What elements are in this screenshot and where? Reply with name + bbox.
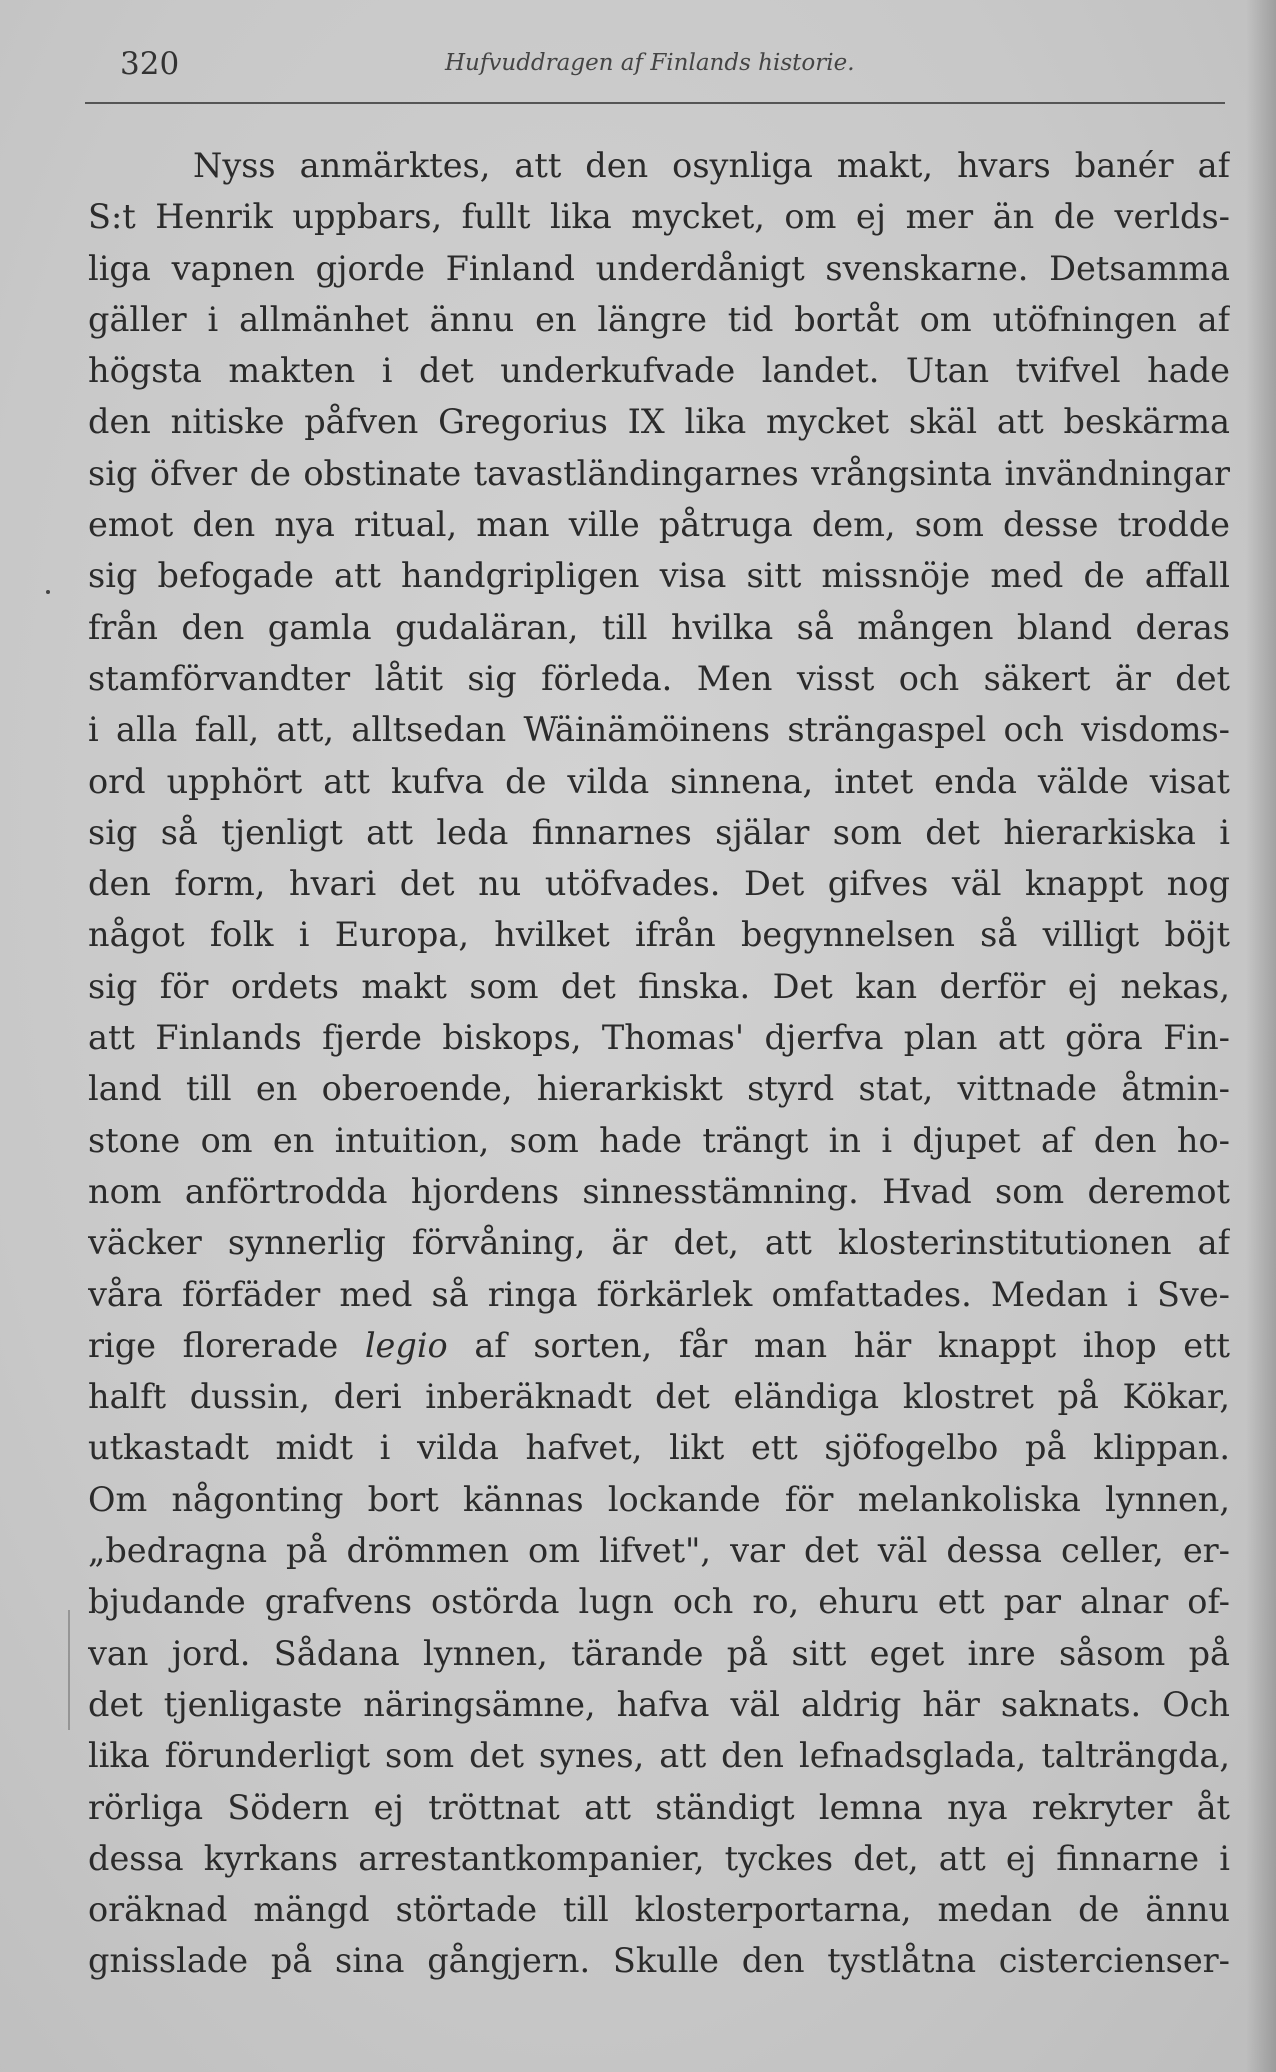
text-line: rörliga Södern ej tröttnat att ständigt lemna nya rekryter åt [88,1787,1230,1827]
text-line: sig öfver de obstinate tavastländingarnes vrångsinta invändningar [88,453,1230,493]
text-line: emot den nya ritual, man ville påtruga dem, som desse trodde [88,505,1230,545]
text-line: något folk i Europa, hvilket ifrån begynnelsen så villigt böjt [88,915,1230,955]
text-line: rige florerade legio af sorten, får man här knappt ihop ett [88,1325,1230,1365]
running-title: Hufvuddragen af Finlands historie. [445,50,855,76]
text-line: från den gamla gudaläran, till hvilka så mången bland deras [88,607,1230,647]
italic-word: legio [364,1325,448,1365]
text-line: stamförvandter låtit sig förleda. Men visst och säkert är det [88,658,1230,698]
margin-dot [46,590,50,594]
text-line: land till en oberoende, hierarkiskt styrd stat, vittnade åtmin- [88,1069,1230,1109]
text-line: den form, hvari det nu utöfvades. Det gifves väl knappt nog [88,864,1230,904]
text-line: att Finlands fjerde biskops, Thomas' djerfva plan att göra Fin- [88,1018,1230,1058]
text-line: liga vapnen gjorde Finland underdånigt svenskarne. Detsamma [88,248,1230,288]
text-line: väcker synnerlig förvåning, är det, att klosterinstitutionen af [88,1223,1230,1263]
text-line: det tjenligaste näringsämne, hafva väl aldrig här saknats. Och [88,1684,1230,1724]
text-line: sig så tjenligt att leda finnarnes själar som det hierarkiska i [88,812,1230,852]
text-line: lika förunderligt som det synes, att den lefnadsglada, talträngda, [88,1736,1230,1776]
text-line: gäller i allmänhet ännu en längre tid bortåt om utöfningen af [88,299,1230,339]
text-line: S:t Henrik uppbars, fullt lika mycket, om ej mer än de verlds- [88,197,1230,237]
text-line: sig befogade att handgripligen visa sitt missnöje med de affall [88,556,1230,596]
text-line: våra förfäder med så ringa förkärlek omfattades. Medan i Sve- [88,1274,1230,1314]
text-line: sig för ordets makt som det finska. Det kan derför ej nekas, [88,966,1230,1006]
text-line: oräknad mängd störtade till klosterportarna, medan de ännu [88,1890,1230,1930]
page-number: 320 [120,46,180,82]
page-edge-shadow [1246,0,1276,2072]
text-line: den nitiske påfven Gregorius IX lika mycket skäl att beskärma [88,402,1230,442]
text-line: „bedragna på drömmen om lifvet", var det väl dessa celler, er- [88,1531,1230,1571]
text-line: bjudande grafvens ostörda lugn och ro, ehuru ett par alnar of- [88,1582,1230,1622]
text-line: utkastadt midt i vilda hafvet, likt ett sjöfogelbo på klippan. [88,1428,1230,1468]
text-line: högsta makten i det underkufvade landet. Utan tvifvel hade [88,351,1230,391]
text-line: Nyss anmärktes, att den osynliga makt, hvars banér af [193,146,1230,185]
text-line: van jord. Sådana lynnen, tärande på sitt eget inre såsom på [88,1633,1230,1673]
text-line: stone om en intuition, som hade trängt in i djupet af den ho- [88,1120,1230,1160]
body-text [88,140,1230,1987]
margin-mark [68,1610,70,1730]
header-rule [85,102,1225,104]
text-line: nom anförtrodda hjordens sinnesstämning. Hvad som deremot [88,1171,1230,1211]
text-line: dessa kyrkans arrestantkompanier, tyckes det, att ej finnarne i [88,1838,1230,1878]
text-line: ord upphört att kufva de vilda sinnena, intet enda välde visat [88,761,1230,801]
text-line: i alla fall, att, alltsedan Wäinämöinens strängaspel och visdoms- [88,710,1230,750]
text-line: Om någonting bort kännas lockande för melankoliska lynnen, [88,1479,1230,1519]
page-header [85,40,1225,80]
text-line: gnisslade på sina gångjern. Skulle den tystlåtna cistercienser- [88,1941,1230,1981]
text-line: halft dussin, deri inberäknadt det eländiga klostret på Kökar, [88,1377,1230,1417]
